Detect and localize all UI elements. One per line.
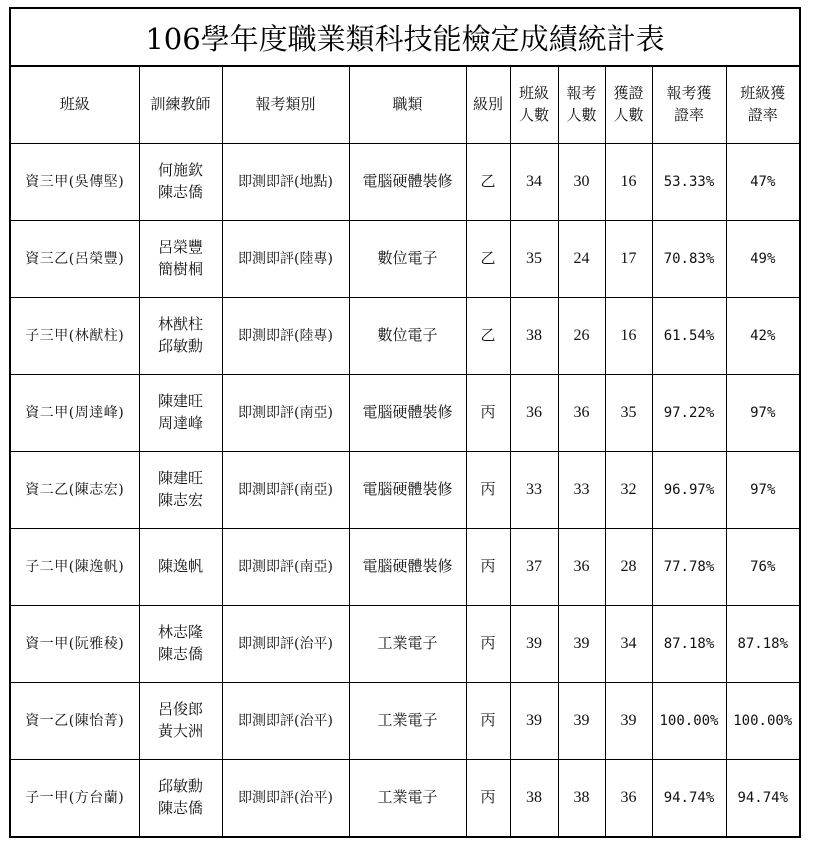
teacher-name: 邱敏勳 — [157, 777, 203, 796]
class-count-cell: 38 — [510, 760, 558, 837]
class-cell: 資一甲(阮雅稜) — [11, 606, 139, 683]
certified-count-cell: 32 — [605, 452, 652, 529]
applied-rate-cell: 70.83% — [652, 221, 726, 298]
certified-count-cell: 39 — [605, 683, 652, 760]
header-teacher: 訓練教師 — [139, 67, 222, 144]
stats-table — [11, 67, 799, 836]
certified-count-cell: 34 — [605, 606, 652, 683]
class-count-cell: 39 — [510, 606, 558, 683]
applied-count-cell: 30 — [558, 144, 605, 221]
teacher-cell — [139, 452, 222, 529]
table-row — [11, 298, 799, 375]
certified-count-cell: 17 — [605, 221, 652, 298]
teacher-name: 邱敏勳 — [157, 337, 203, 355]
class-rate-cell: 97% — [726, 375, 799, 452]
teacher-name: 呂俊郎 — [157, 700, 203, 719]
job-cell: 數位電子 — [349, 221, 466, 298]
exam-type-cell: 即測即評(地點) — [222, 144, 349, 221]
header-certified-line1: 獲證 — [613, 84, 644, 103]
teacher-cell — [139, 683, 222, 760]
teacher-cell — [139, 221, 222, 298]
job-cell: 電腦硬體裝修 — [349, 529, 466, 606]
applied-rate-cell: 53.33% — [652, 144, 726, 221]
job-cell: 工業電子 — [349, 606, 466, 683]
header-level: 級別 — [466, 67, 510, 144]
class-cell: 資一乙(陳怡菁) — [11, 683, 139, 760]
certified-count-cell: 16 — [605, 298, 652, 375]
class-rate-cell: 87.18% — [726, 606, 799, 683]
page-title: 106學年度職業類科技能檢定成績統計表 — [11, 9, 799, 67]
teacher-name: 何施欽 — [157, 161, 203, 180]
class-cell: 子二甲(陳逸帆) — [11, 529, 139, 606]
level-cell: 丙 — [466, 760, 510, 837]
exam-type-cell: 即測即評(南亞) — [222, 452, 349, 529]
level-cell: 丙 — [466, 606, 510, 683]
header-class-count — [510, 67, 558, 144]
exam-type-cell: 即測即評(治平) — [222, 606, 349, 683]
teacher-cell — [139, 298, 222, 375]
teacher-name: 呂榮豐 — [157, 238, 203, 257]
applied-count-cell: 39 — [558, 683, 605, 760]
class-count-cell: 35 — [510, 221, 558, 298]
teacher-name: 林志隆 — [157, 623, 203, 642]
teacher-name: 陳志僑 — [157, 799, 203, 817]
certification-stats-sheet — [9, 7, 801, 838]
header-applied-rate-line1: 報考獲 — [666, 84, 712, 103]
header-applied — [558, 67, 605, 144]
teacher-name: 陳建旺 — [157, 392, 203, 411]
level-cell: 乙 — [466, 298, 510, 375]
header-applied-rate — [652, 67, 726, 144]
level-cell: 丙 — [466, 683, 510, 760]
exam-type-cell: 即測即評(南亞) — [222, 529, 349, 606]
level-cell: 丙 — [466, 452, 510, 529]
header-certified-line2: 人數 — [613, 106, 644, 124]
class-rate-cell: 76% — [726, 529, 799, 606]
header-certified — [605, 67, 652, 144]
teacher-cell — [139, 375, 222, 452]
teacher-name: 陳志僑 — [157, 645, 203, 663]
teacher-name: 黃大洲 — [157, 722, 203, 740]
class-count-cell: 39 — [510, 683, 558, 760]
header-class-rate — [726, 67, 799, 144]
job-cell: 電腦硬體裝修 — [349, 375, 466, 452]
certified-count-cell: 28 — [605, 529, 652, 606]
applied-count-cell: 24 — [558, 221, 605, 298]
class-rate-cell: 47% — [726, 144, 799, 221]
applied-count-cell: 39 — [558, 606, 605, 683]
table-row — [11, 529, 799, 606]
job-cell: 電腦硬體裝修 — [349, 144, 466, 221]
level-cell: 丙 — [466, 375, 510, 452]
table-row — [11, 760, 799, 837]
teacher-name: 林猷柱 — [157, 315, 203, 334]
class-cell: 資三甲(吳傳堅) — [11, 144, 139, 221]
teacher-name: 陳逸帆 — [157, 557, 203, 576]
table-row — [11, 452, 799, 529]
teacher-name: 周達峰 — [157, 414, 203, 432]
table-row — [11, 375, 799, 452]
applied-rate-cell: 96.97% — [652, 452, 726, 529]
job-cell: 工業電子 — [349, 760, 466, 837]
header-class-count-line2: 人數 — [518, 106, 549, 124]
applied-rate-cell: 97.22% — [652, 375, 726, 452]
header-class-rate-line2: 證率 — [747, 106, 778, 124]
class-count-cell: 38 — [510, 298, 558, 375]
job-cell: 數位電子 — [349, 298, 466, 375]
teacher-name: 陳建旺 — [157, 469, 203, 488]
class-count-cell: 37 — [510, 529, 558, 606]
class-cell: 子一甲(方台蘭) — [11, 760, 139, 837]
applied-rate-cell: 100.00% — [652, 683, 726, 760]
header-job: 職類 — [349, 67, 466, 144]
teacher-cell — [139, 606, 222, 683]
certified-count-cell: 16 — [605, 144, 652, 221]
level-cell: 乙 — [466, 221, 510, 298]
level-cell: 乙 — [466, 144, 510, 221]
class-rate-cell: 97% — [726, 452, 799, 529]
header-applied-rate-line2: 證率 — [673, 106, 704, 124]
applied-count-cell: 33 — [558, 452, 605, 529]
table-row — [11, 606, 799, 683]
header-class-count-line1: 班級 — [518, 84, 549, 103]
teacher-cell — [139, 144, 222, 221]
exam-type-cell: 即測即評(陸專) — [222, 221, 349, 298]
class-rate-cell: 42% — [726, 298, 799, 375]
teacher-cell — [139, 760, 222, 837]
exam-type-cell: 即測即評(陸專) — [222, 298, 349, 375]
table-row — [11, 144, 799, 221]
exam-type-cell: 即測即評(治平) — [222, 683, 349, 760]
applied-count-cell: 36 — [558, 375, 605, 452]
teacher-cell — [139, 529, 222, 606]
header-row — [11, 67, 799, 144]
class-cell: 子三甲(林猷柱) — [11, 298, 139, 375]
class-count-cell: 36 — [510, 375, 558, 452]
teacher-name: 陳志宏 — [157, 491, 203, 509]
certified-count-cell: 35 — [605, 375, 652, 452]
header-class: 班級 — [11, 67, 139, 144]
class-cell: 資二甲(周達峰) — [11, 375, 139, 452]
header-applied-line2: 人數 — [566, 106, 597, 124]
certified-count-cell: 36 — [605, 760, 652, 837]
header-class-rate-line1: 班級獲 — [740, 84, 786, 103]
job-cell: 工業電子 — [349, 683, 466, 760]
applied-count-cell: 38 — [558, 760, 605, 837]
teacher-name: 簡樹桐 — [157, 260, 203, 278]
class-rate-cell: 100.00% — [726, 683, 799, 760]
class-cell: 資二乙(陳志宏) — [11, 452, 139, 529]
teacher-name: 陳志僑 — [157, 183, 203, 201]
applied-count-cell: 36 — [558, 529, 605, 606]
class-count-cell: 34 — [510, 144, 558, 221]
class-count-cell: 33 — [510, 452, 558, 529]
header-applied-line1: 報考 — [566, 84, 597, 103]
class-rate-cell: 49% — [726, 221, 799, 298]
table-body — [11, 144, 799, 837]
applied-rate-cell: 77.78% — [652, 529, 726, 606]
level-cell: 丙 — [466, 529, 510, 606]
applied-count-cell: 26 — [558, 298, 605, 375]
class-rate-cell: 94.74% — [726, 760, 799, 837]
table-row — [11, 683, 799, 760]
header-exam-type: 報考類別 — [222, 67, 349, 144]
class-cell: 資三乙(呂榮豐) — [11, 221, 139, 298]
applied-rate-cell: 87.18% — [652, 606, 726, 683]
applied-rate-cell: 94.74% — [652, 760, 726, 837]
exam-type-cell: 即測即評(南亞) — [222, 375, 349, 452]
applied-rate-cell: 61.54% — [652, 298, 726, 375]
table-row — [11, 221, 799, 298]
job-cell: 電腦硬體裝修 — [349, 452, 466, 529]
exam-type-cell: 即測即評(治平) — [222, 760, 349, 837]
